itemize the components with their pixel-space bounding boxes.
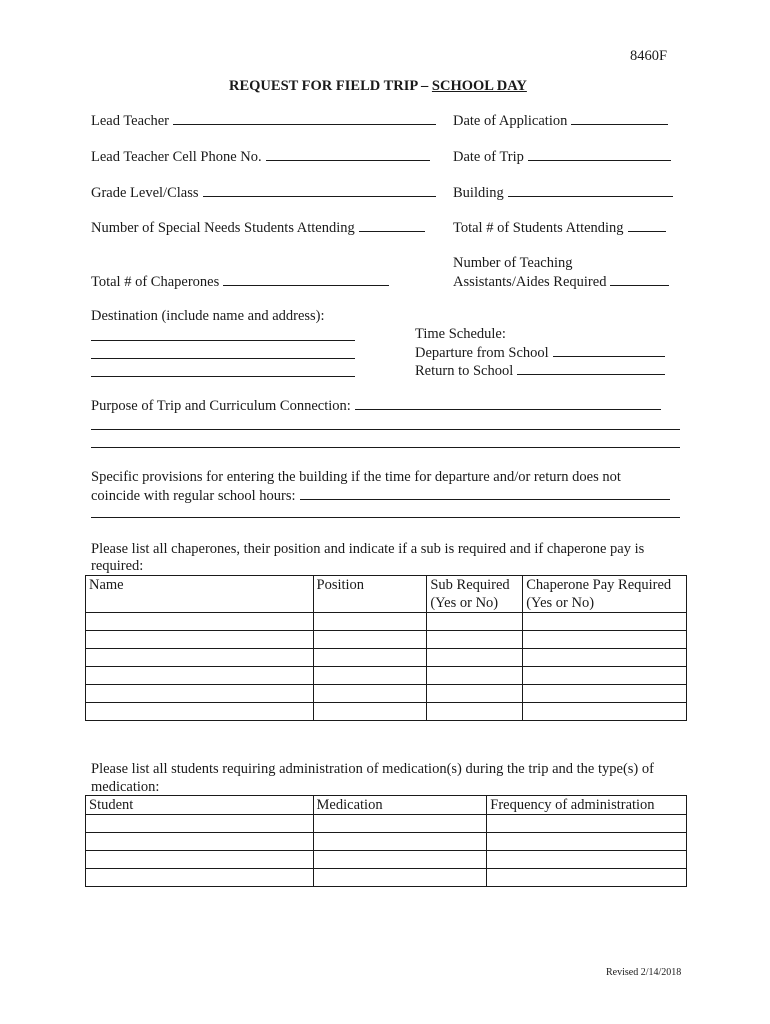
medication-cell[interactable] bbox=[487, 851, 687, 869]
departure-field[interactable] bbox=[415, 344, 665, 362]
destination-line-2[interactable] bbox=[91, 358, 355, 359]
medication-cell[interactable] bbox=[86, 815, 314, 833]
medication-cell[interactable] bbox=[86, 833, 314, 851]
special-needs-field[interactable] bbox=[91, 219, 425, 237]
chaperone-cell[interactable] bbox=[86, 649, 314, 667]
chaperone-cell[interactable] bbox=[427, 649, 523, 667]
chaperone-row bbox=[86, 703, 687, 721]
chaperones-table bbox=[85, 575, 687, 721]
lead-teacher-line[interactable] bbox=[173, 112, 436, 125]
provisions-field[interactable] bbox=[91, 487, 670, 505]
chaperones-header-sub bbox=[427, 576, 523, 613]
chaperone-cell[interactable] bbox=[313, 631, 427, 649]
teaching-assistants-label: Assistants/Aides Required bbox=[453, 274, 607, 290]
chaperone-cell[interactable] bbox=[523, 613, 687, 631]
medication-instructions-line2: medication: bbox=[91, 779, 160, 795]
chaperone-cell[interactable] bbox=[523, 649, 687, 667]
medication-header-row bbox=[86, 796, 687, 815]
medication-cell[interactable] bbox=[86, 869, 314, 887]
chaperone-cell[interactable] bbox=[427, 667, 523, 685]
medication-cell[interactable] bbox=[313, 869, 487, 887]
provisions-line[interactable] bbox=[300, 487, 670, 500]
header-text: Position bbox=[316, 577, 365, 593]
header-text: Sub Required bbox=[430, 577, 510, 593]
total-chaperones-line[interactable] bbox=[223, 273, 389, 286]
lead-teacher-label: Lead Teacher bbox=[91, 113, 170, 129]
chaperone-cell[interactable] bbox=[427, 613, 523, 631]
medication-cell[interactable] bbox=[487, 833, 687, 851]
chaperones-header-row bbox=[86, 576, 687, 613]
chaperone-cell[interactable] bbox=[523, 631, 687, 649]
medication-cell[interactable] bbox=[313, 833, 487, 851]
medication-cell[interactable] bbox=[313, 851, 487, 869]
provisions-label-line1: Specific provisions for entering the building if the time for departure and/or return does not bbox=[91, 469, 621, 485]
destination-line-3[interactable] bbox=[91, 376, 355, 377]
time-schedule-label: Time Schedule: bbox=[415, 326, 506, 342]
medication-body bbox=[86, 815, 687, 887]
medication-row bbox=[86, 815, 687, 833]
medication-header-student bbox=[86, 796, 314, 815]
cell-phone-label: Lead Teacher Cell Phone No. bbox=[91, 149, 262, 165]
title-prefix: REQUEST FOR FIELD TRIP – bbox=[229, 78, 432, 94]
teaching-assistants-label-line1: Number of Teaching bbox=[453, 255, 573, 271]
chaperone-cell[interactable] bbox=[313, 649, 427, 667]
header-text: Chaperone Pay Required bbox=[526, 577, 672, 593]
medication-cell[interactable] bbox=[487, 869, 687, 887]
medication-header-medication bbox=[313, 796, 487, 815]
chaperones-instructions-line2: required: bbox=[91, 558, 144, 574]
total-chaperones-field[interactable] bbox=[91, 273, 389, 291]
chaperones-body bbox=[86, 613, 687, 721]
provisions-label: coincide with regular school hours: bbox=[91, 488, 296, 504]
total-students-line[interactable] bbox=[628, 219, 666, 232]
page-title bbox=[229, 78, 527, 95]
destination-label: Destination (include name and address): bbox=[91, 308, 325, 324]
purpose-label: Purpose of Trip and Curriculum Connection: bbox=[91, 398, 351, 414]
medication-row bbox=[86, 851, 687, 869]
header-text: Student bbox=[89, 797, 134, 813]
date-of-trip-field[interactable] bbox=[453, 148, 671, 166]
cell-phone-line[interactable] bbox=[266, 148, 430, 161]
chaperone-cell[interactable] bbox=[86, 631, 314, 649]
lead-teacher-field[interactable] bbox=[91, 112, 436, 130]
chaperones-header-pay bbox=[523, 576, 687, 613]
purpose-line-3[interactable] bbox=[91, 447, 680, 448]
header-subtext: (Yes or No) bbox=[430, 595, 499, 611]
form-number: 8460F bbox=[630, 48, 668, 64]
return-label: Return to School bbox=[415, 363, 514, 379]
chaperone-row bbox=[86, 631, 687, 649]
medication-instructions-line1: Please list all students requiring administration of medication(s) during the trip and the type(s) of bbox=[91, 761, 654, 777]
teaching-assistants-field[interactable] bbox=[453, 273, 669, 291]
teaching-assistants-line[interactable] bbox=[610, 273, 669, 286]
chaperone-row bbox=[86, 649, 687, 667]
chaperones-instructions-line1: Please list all chaperones, their position and indicate if a sub is required and if chaperone pay is bbox=[91, 541, 645, 557]
chaperone-row bbox=[86, 667, 687, 685]
chaperone-cell[interactable] bbox=[523, 703, 687, 721]
chaperone-cell[interactable] bbox=[427, 685, 523, 703]
chaperone-row bbox=[86, 613, 687, 631]
destination-line-1[interactable] bbox=[91, 340, 355, 341]
medication-table bbox=[85, 795, 687, 887]
return-field[interactable] bbox=[415, 362, 665, 380]
header-text: Frequency of administration bbox=[490, 797, 655, 813]
special-needs-label: Number of Special Needs Students Attending bbox=[91, 220, 355, 236]
chaperone-cell[interactable] bbox=[313, 613, 427, 631]
chaperone-cell[interactable] bbox=[313, 667, 427, 685]
chaperone-cell[interactable] bbox=[523, 667, 687, 685]
chaperone-cell[interactable] bbox=[313, 703, 427, 721]
chaperone-cell[interactable] bbox=[427, 703, 523, 721]
total-students-label: Total # of Students Attending bbox=[453, 220, 624, 236]
purpose-line-2[interactable] bbox=[91, 429, 680, 430]
medication-header-frequency bbox=[487, 796, 687, 815]
departure-label: Departure from School bbox=[415, 345, 549, 361]
cell-phone-field[interactable] bbox=[91, 148, 430, 166]
date-of-trip-label: Date of Trip bbox=[453, 149, 524, 165]
medication-row bbox=[86, 869, 687, 887]
revision-date: Revised 2/14/2018 bbox=[606, 967, 682, 978]
building-label: Building bbox=[453, 185, 504, 201]
grade-level-field[interactable] bbox=[91, 184, 436, 202]
date-of-trip-line[interactable] bbox=[528, 148, 671, 161]
chaperone-cell[interactable] bbox=[86, 703, 314, 721]
chaperone-cell[interactable] bbox=[427, 631, 523, 649]
chaperone-cell[interactable] bbox=[86, 667, 314, 685]
return-line[interactable] bbox=[517, 362, 665, 375]
building-field[interactable] bbox=[453, 184, 673, 202]
title-underlined: SCHOOL DAY bbox=[431, 78, 527, 94]
building-line[interactable] bbox=[508, 184, 673, 197]
date-of-application-line[interactable] bbox=[571, 112, 668, 125]
chaperone-cell[interactable] bbox=[523, 685, 687, 703]
medication-cell[interactable] bbox=[86, 851, 314, 869]
total-chaperones-label: Total # of Chaperones bbox=[91, 274, 220, 290]
chaperones-header-position bbox=[313, 576, 427, 613]
header-text: Name bbox=[89, 577, 124, 593]
date-of-application-label: Date of Application bbox=[453, 113, 568, 129]
special-needs-line[interactable] bbox=[359, 219, 425, 232]
grade-level-line[interactable] bbox=[203, 184, 436, 197]
header-subtext: (Yes or No) bbox=[526, 595, 595, 611]
chaperones-header-name bbox=[86, 576, 314, 613]
header-text: Medication bbox=[316, 797, 383, 813]
chaperone-cell[interactable] bbox=[313, 685, 427, 703]
purpose-line[interactable] bbox=[355, 397, 661, 410]
chaperone-cell[interactable] bbox=[86, 685, 314, 703]
departure-line[interactable] bbox=[553, 344, 665, 357]
grade-level-label: Grade Level/Class bbox=[91, 185, 199, 201]
medication-row bbox=[86, 833, 687, 851]
chaperone-row bbox=[86, 685, 687, 703]
date-of-application-field[interactable] bbox=[453, 112, 668, 130]
medication-cell[interactable] bbox=[487, 815, 687, 833]
total-students-field[interactable] bbox=[453, 219, 666, 237]
chaperone-cell[interactable] bbox=[86, 613, 314, 631]
medication-cell[interactable] bbox=[313, 815, 487, 833]
purpose-field[interactable] bbox=[91, 397, 661, 415]
provisions-line-2[interactable] bbox=[91, 517, 680, 518]
